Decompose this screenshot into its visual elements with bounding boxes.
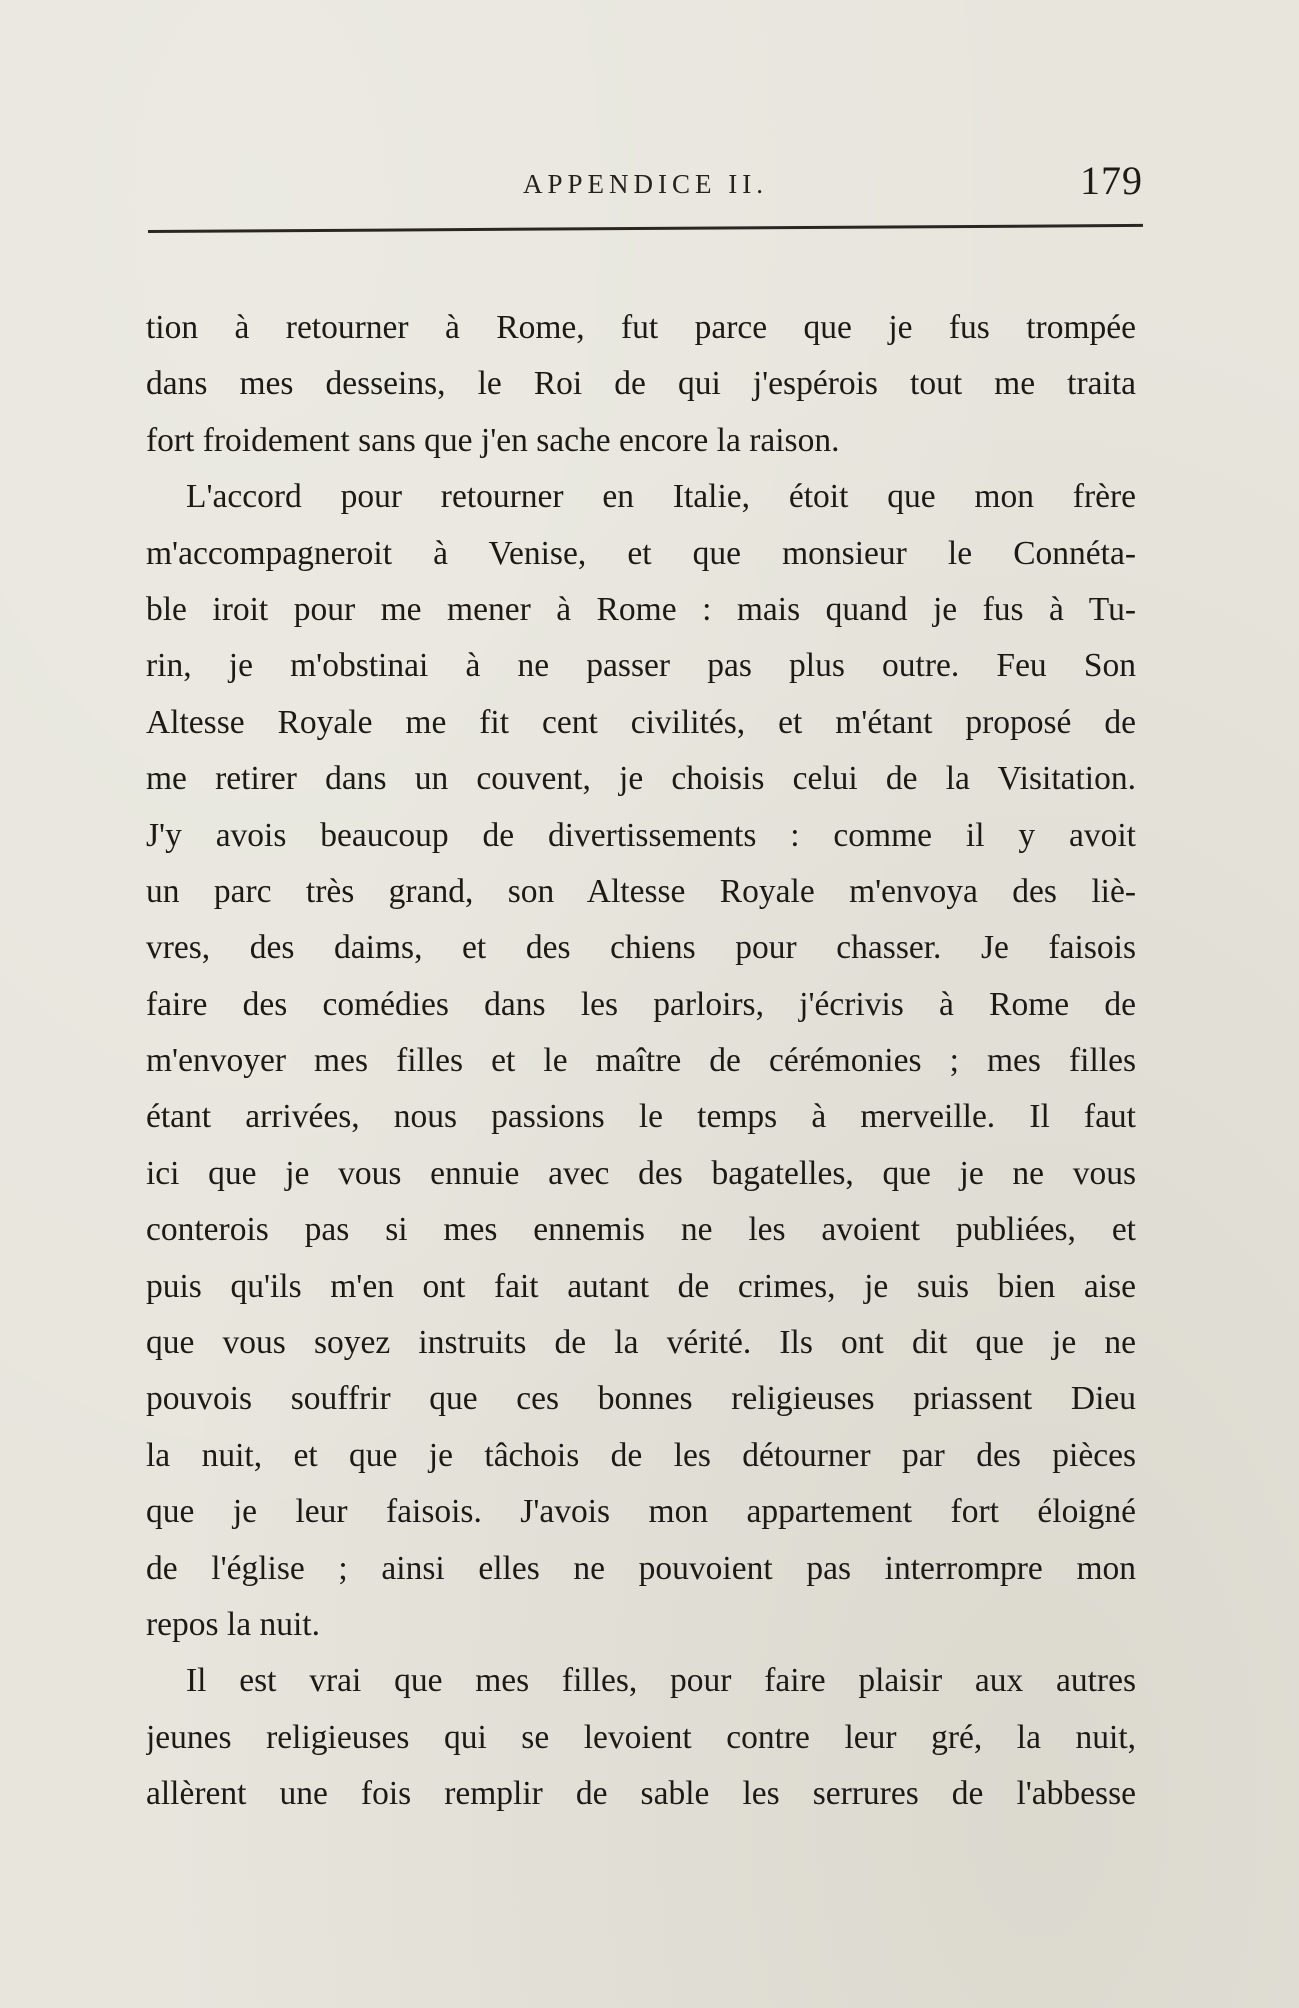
text-line: que vous soyez instruits de la vérité. Ils ont dit que je ne — [146, 1324, 1136, 1362]
text-line: ici que je vous ennuie avec des bagatelles, que je ne vous — [146, 1154, 1136, 1192]
text-line: m'envoyer mes filles et le maître de cérémonies ; mes filles — [146, 1042, 1136, 1080]
running-head — [148, 155, 1143, 215]
text-line: un parc très grand, son Altesse Royale m'envoya des liè- — [146, 872, 1136, 910]
page-number: 179 — [1080, 158, 1143, 203]
text-line: fort froidement sans que j'en sache encore la raison. — [146, 421, 840, 459]
running-title: APPENDICE II. — [523, 169, 768, 199]
text-line: m'accompagneroit à Venise, et que monsieur le Connéta- — [146, 534, 1136, 572]
paragraph-2 — [146, 469, 1136, 1653]
paragraph-3 — [146, 1653, 1136, 1822]
text-line: vres, des daims, et des chiens pour chasser. Je faisois — [146, 929, 1136, 967]
text-line: la nuit, et que je tâchois de les détourner par des pièces — [146, 1436, 1136, 1474]
text-line: tion à retourner à Rome, fut parce que je fus trompée — [146, 309, 1136, 346]
text-line: ble iroit pour me mener à Rome : mais quand je fus à Tu- — [146, 590, 1136, 628]
text-line: étant arrivées, nous passions le temps à merveille. Il faut — [146, 1098, 1136, 1136]
text-line: de l'église ; ainsi elles ne pouvoient pas interrompre mon — [146, 1549, 1136, 1587]
text-line: L'accord pour retourner en Italie, étoit que mon frère — [186, 478, 1136, 516]
paragraph-1 — [146, 300, 1136, 469]
text-line: repos la nuit. — [146, 1605, 320, 1643]
body-text — [146, 300, 1136, 1823]
text-line: me retirer dans un couvent, je choisis celui de la Visitation. — [146, 760, 1136, 798]
text-line: que je leur faisois. J'avois mon appartement fort éloigné — [146, 1493, 1136, 1531]
text-line: Altesse Royale me fit cent civilités, et m'étant proposé de — [146, 703, 1136, 741]
text-line: J'y avois beaucoup de divertissements : comme il y avoit — [146, 816, 1136, 854]
text-line: faire des comédies dans les parloirs, j'écrivis à Rome de — [146, 985, 1136, 1023]
text-line: conterois pas si mes ennemis ne les avoient publiées, et — [146, 1211, 1136, 1249]
header-rule — [148, 224, 1143, 233]
text-line: dans mes desseins, le Roi de qui j'espérois tout me traita — [146, 365, 1136, 403]
text-line: Il est vrai que mes filles, pour faire plaisir aux autres — [186, 1662, 1136, 1700]
text-line: jeunes religieuses qui se levoient contre leur gré, la nuit, — [146, 1718, 1136, 1756]
text-line: allèrent une fois remplir de sable les serrures de l'abbesse — [146, 1775, 1136, 1813]
text-line: rin, je m'obstinai à ne passer pas plus outre. Feu Son — [146, 647, 1136, 685]
text-line: pouvois souffrir que ces bonnes religieuses priassent Dieu — [146, 1380, 1136, 1418]
text-line: puis qu'ils m'en ont fait autant de crimes, je suis bien aise — [146, 1267, 1136, 1305]
